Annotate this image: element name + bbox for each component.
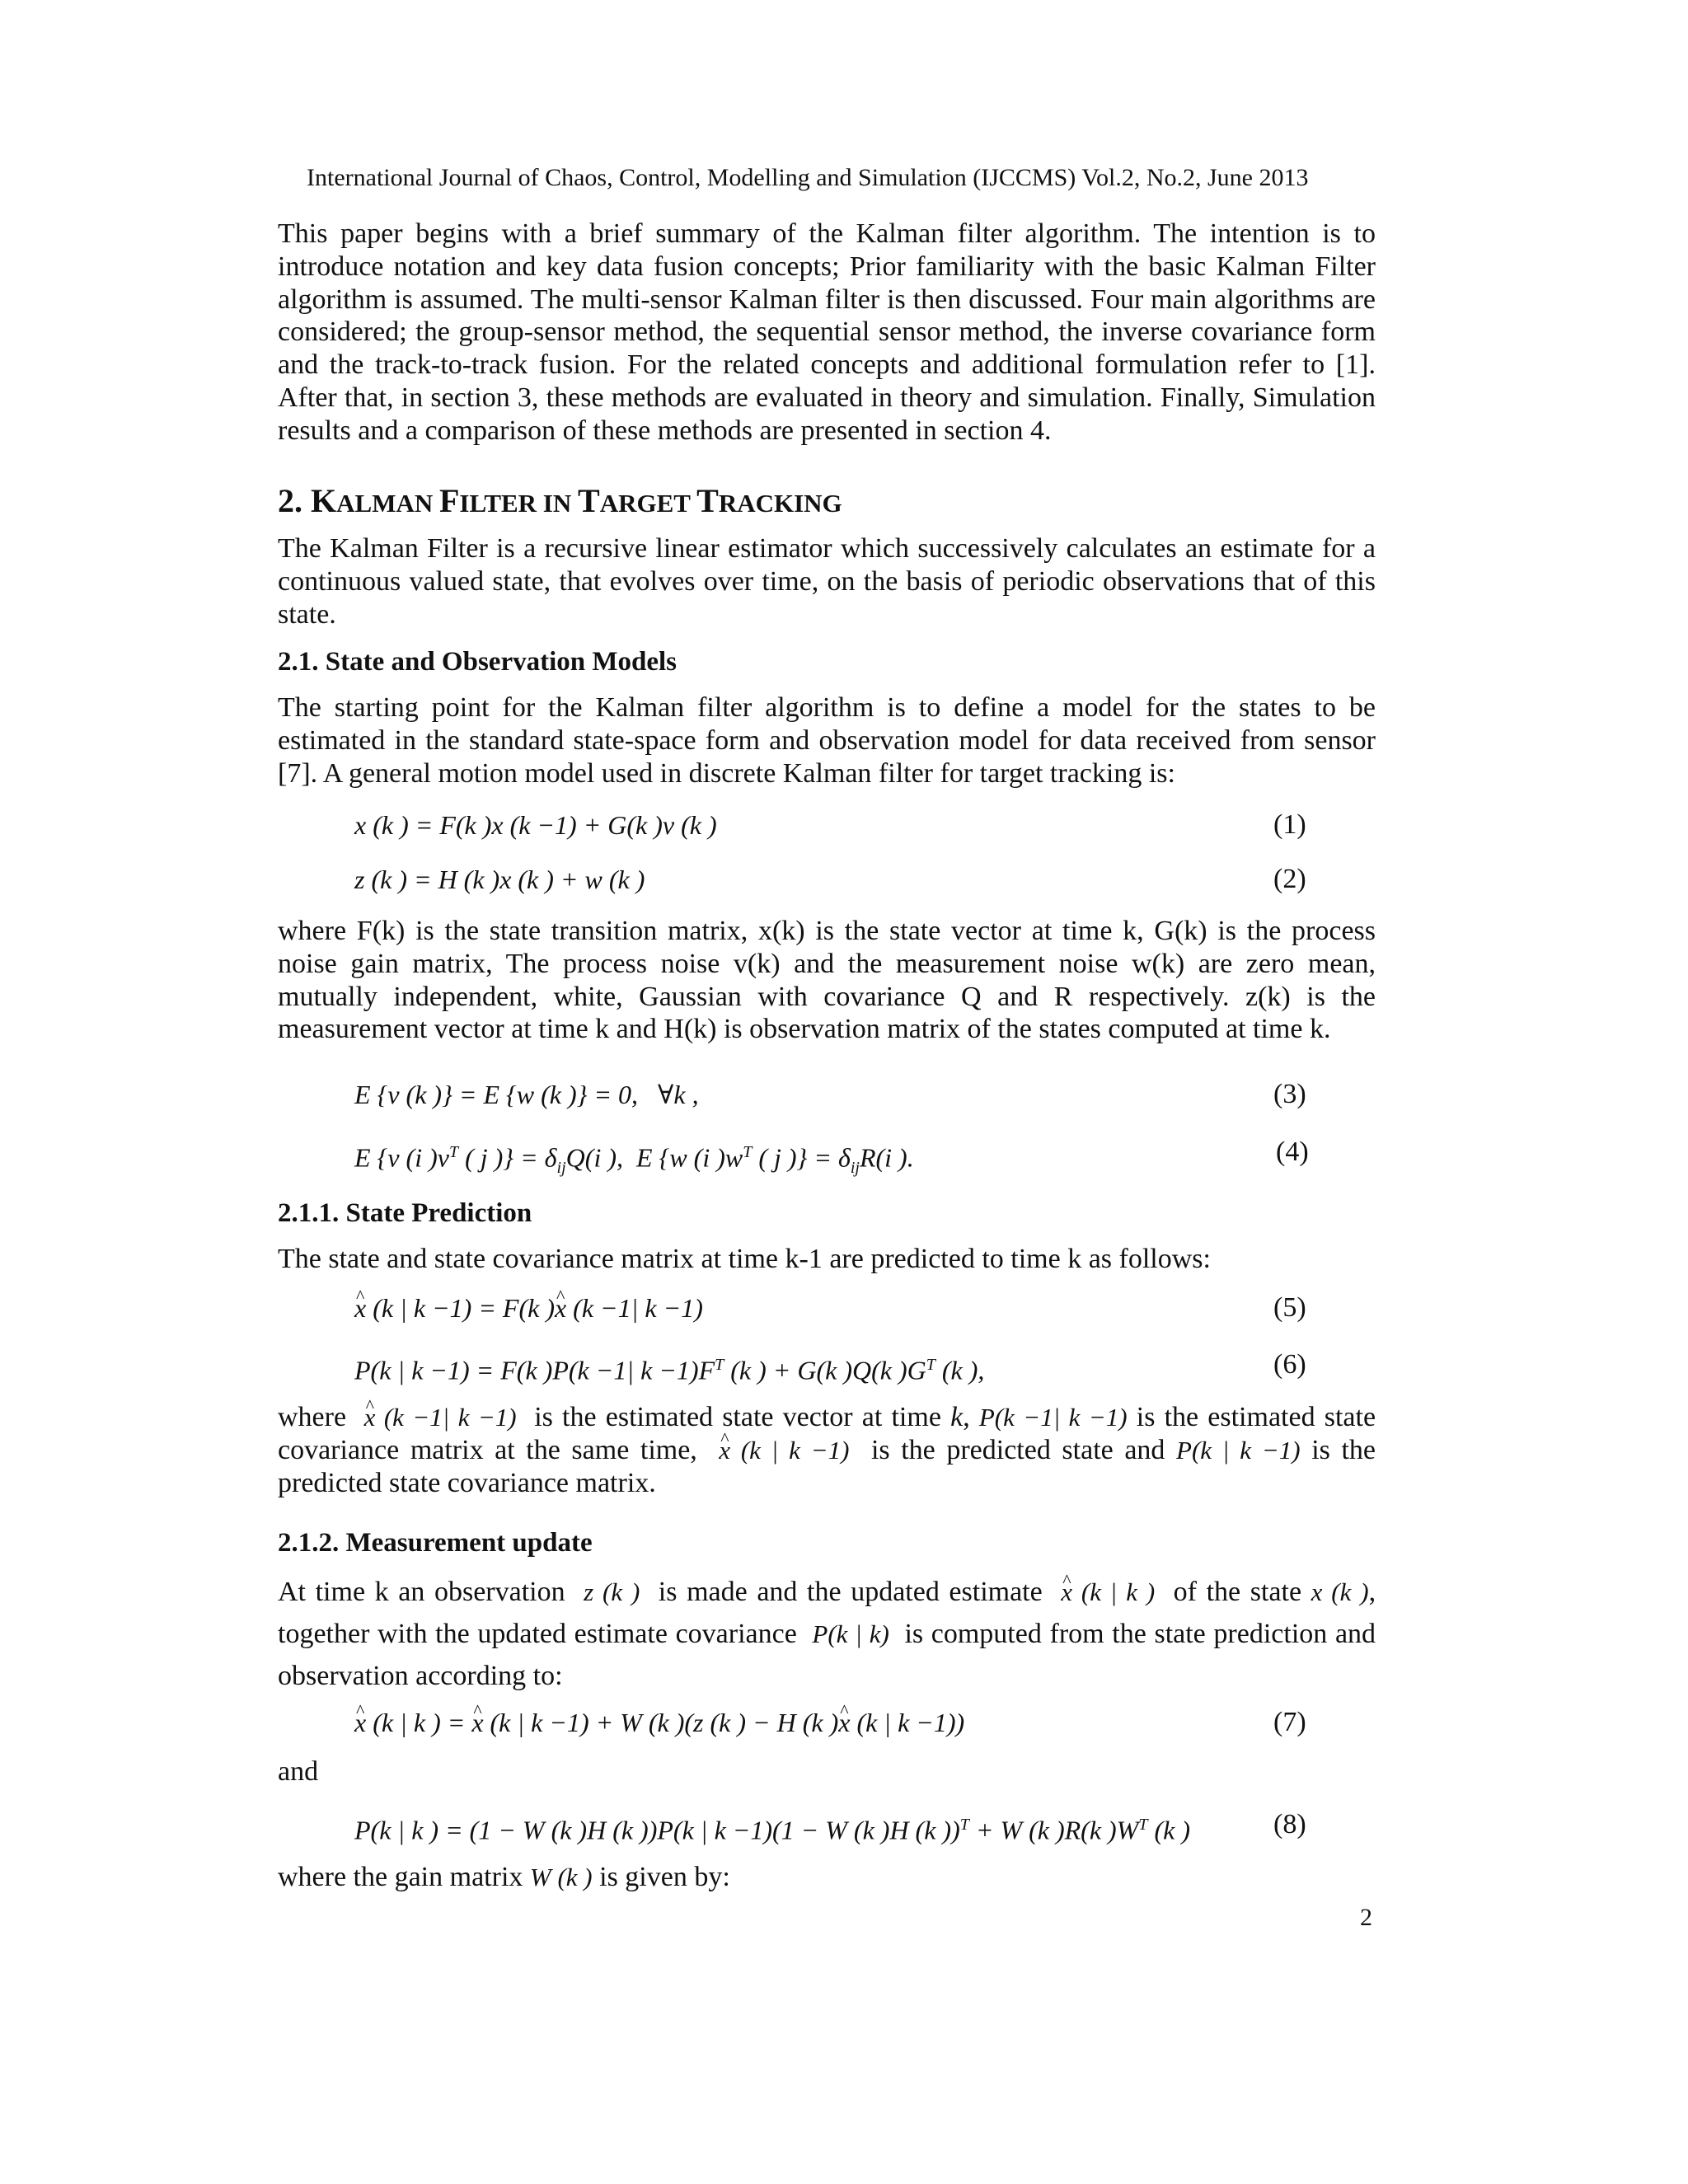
equation-3: E {v (k )} = E {w (k )} = 0, ∀k , xyxy=(354,1080,699,1109)
equation-6-number: (6) xyxy=(1273,1349,1306,1380)
equation-3-number: (3) xyxy=(1273,1079,1306,1109)
page-number: 2 xyxy=(1360,1904,1372,1931)
section-2-1-paragraph: The starting point for the Kalman filter algorithm is to define a model for the states to be estimated in the standard state-space form and observation model for data received from sensor [7]. A general motion model used in discrete Kalman filter for target tracking is: xyxy=(278,692,1376,789)
gain-matrix-sentence: where the gain matrix W (k ) is given by: xyxy=(278,1862,730,1892)
equation-2-number: (2) xyxy=(1273,864,1306,894)
equation-5-number: (5) xyxy=(1273,1292,1306,1323)
section-2-1-heading: 2.1. State and Observation Models xyxy=(278,647,678,677)
section-2-paragraph: The Kalman Filter is a recursive linear estimator which successively calculates an estimate for a continuous valued state, that evolves over time, on the basis of periodic observations that of this state. xyxy=(278,533,1376,630)
equation-4-number: (4) xyxy=(1276,1137,1309,1167)
section-2-heading: 2. KALMAN FILTER IN TARGET TRACKING xyxy=(278,482,842,519)
equation-1: x (k ) = F(k )x (k −1) + G(k )v (k ) xyxy=(354,810,717,840)
equation-8-number: (8) xyxy=(1273,1809,1306,1840)
equation-8: P(k | k ) = (1 − W (k )H (k ))P(k | k −1)(1 − W (k )H (k ))$^T$ + W (k )R(k )$W^T$ (k ) xyxy=(354,1815,1190,1845)
section-2-1-2-heading: 2.1.2. Measurement update xyxy=(278,1528,593,1558)
section-2-1-1-where-paragraph: where ^ x (k −1| k −1) is the estimated state vector at time k, P(k −1| k −1) is the estimated state covariance matrix at the same time, ^ x (k | k −1) is the predicted state and P(k | k −1) is the predicted state covariance matrix. xyxy=(278,1401,1376,1499)
section-2-1-1-paragraph: The state and state covariance matrix at time k-1 are predicted to time k as follows: xyxy=(278,1244,1211,1274)
equation-4: E {v (i )$v^T$ ( j )} = $\delta_{ij}Q(i$ ), E {w (i )$w^T$ ( j )} = $\delta_{ij}R(i$ ). xyxy=(354,1142,914,1178)
equation-2: z (k ) = H (k )x (k ) + w (k ) xyxy=(354,865,645,894)
equation-7-number: (7) xyxy=(1273,1707,1306,1737)
and-text: and xyxy=(278,1756,319,1787)
equation-7: ^ x (k | k ) = ^ x (k | k −1) + W (k )(z (k ) − H (k )^ x (k | k −1)) xyxy=(354,1704,964,1741)
section-2-1-where-paragraph: where F(k) is the state transition matrix, x(k) is the state vector at time k, G(k) is the process noise gain matrix, The process noise v(k) and the measurement noise w(k) are zero mean, mutually independent, white, Gaussian with covariance Q and R respectively. z(k) is the measurement vector at time k and H(k) is observation matrix of the states computed at time k. xyxy=(278,916,1376,1045)
equation-5: ^ x (k | k −1) = F(k )^ x (k −1| k −1) xyxy=(354,1290,703,1326)
intro-paragraph: This paper begins with a brief summary of the Kalman filter algorithm. The intention is to introduce notation and key data fusion concepts; Prior familiarity with the basic Kalman Filter algorithm is assumed. The multi-sensor Kalman filter is then discussed. Four main algorithms are considered; the group-sensor method, the sequential sensor method, the inverse covariance form and the track-to-track fusion. For the related concepts and additional formulation refer to [1]. After that, in section 3, these methods are evaluated in theory and simulation. Finally, Simulation results and a comparison of these methods are presented in section 4. xyxy=(278,218,1376,446)
equation-1-number: (1) xyxy=(1273,809,1306,840)
journal-header: International Journal of Chaos, Control, Modelling and Simulation (IJCCMS) Vol.2, No.2, June 2013 xyxy=(307,164,1309,191)
equation-6: P(k | k −1) = F(k )P(k −1| $k -1)F^T$ (k ) + G(k )Q(k )$G^T$ (k ), xyxy=(354,1355,985,1385)
section-2-1-2-paragraph: At time k an observation z (k ) is made and the updated estimate ^ x (k | k ) of the state x (k ), together with the updated estimate covariance P(k | k) is computed from the state prediction and observation according to: xyxy=(278,1571,1376,1697)
section-2-1-1-heading: 2.1.1. State Prediction xyxy=(278,1198,532,1228)
